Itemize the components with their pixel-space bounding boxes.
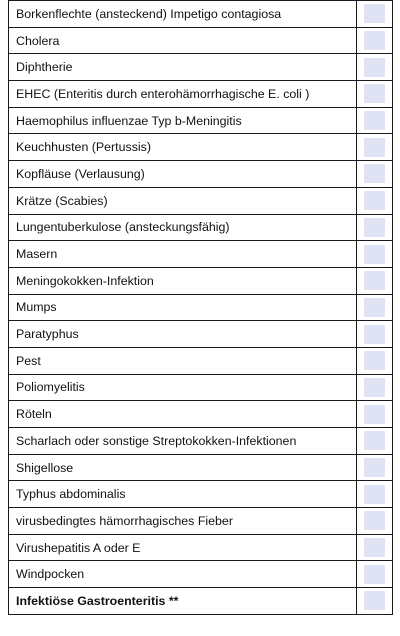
table-row [9, 267, 393, 294]
row-label: Krätze (Scabies) [9, 187, 357, 214]
table-row [9, 214, 393, 241]
row-label: Diphtherie [9, 54, 357, 81]
checkbox[interactable] [364, 164, 385, 183]
checkbox-cell [357, 428, 393, 455]
checkbox[interactable] [364, 84, 385, 103]
checkbox[interactable] [364, 58, 385, 77]
row-label: Röteln [9, 401, 357, 428]
checkbox-cell [357, 481, 393, 508]
table-row [9, 161, 393, 188]
table-row [9, 107, 393, 134]
checkbox-cell [357, 374, 393, 401]
table-row [9, 481, 393, 508]
checkbox[interactable] [364, 325, 385, 344]
table-row [9, 561, 393, 588]
row-label: Cholera [9, 27, 357, 54]
table-row [9, 241, 393, 268]
checkbox-cell [357, 54, 393, 81]
checkbox[interactable] [364, 405, 385, 424]
row-label: Windpocken [9, 561, 357, 588]
row-label: virusbedingtes hämorrhagisches Fieber [9, 508, 357, 535]
row-label: Kopfläuse (Verlausung) [9, 161, 357, 188]
checkbox-cell [357, 187, 393, 214]
row-label: Infektiöse Gastroenteritis ** [9, 588, 357, 615]
row-label: Masern [9, 241, 357, 268]
table-row [9, 428, 393, 455]
table-row [9, 508, 393, 535]
table-row [9, 294, 393, 321]
row-label: Pest [9, 347, 357, 374]
checkbox-cell [357, 508, 393, 535]
checkbox[interactable] [364, 431, 385, 450]
table-row [9, 27, 393, 54]
checkbox[interactable] [364, 511, 385, 530]
checkbox-cell [357, 321, 393, 348]
checkbox[interactable] [364, 191, 385, 210]
table-row [9, 1, 393, 28]
checkbox[interactable] [364, 111, 385, 130]
table-row [9, 187, 393, 214]
checkbox[interactable] [364, 351, 385, 370]
row-label: EHEC (Enteritis durch enterohämorrhagische E. coli ) [9, 81, 357, 108]
checkbox[interactable] [364, 565, 385, 584]
checkbox[interactable] [364, 218, 385, 237]
checkbox[interactable] [364, 538, 385, 557]
row-label: Borkenflechte (ansteckend) Impetigo contagiosa [9, 1, 357, 28]
row-label: Haemophilus influenzae Typ b-Meningitis [9, 107, 357, 134]
checkbox-cell [357, 534, 393, 561]
row-label: Scharlach oder sonstige Streptokokken-Infektionen [9, 428, 357, 455]
checkbox-cell [357, 294, 393, 321]
checkbox-cell [357, 214, 393, 241]
table-row [9, 54, 393, 81]
checkbox-cell [357, 561, 393, 588]
table-row [9, 401, 393, 428]
table-row [9, 134, 393, 161]
row-label: Typhus abdominalis [9, 481, 357, 508]
row-label: Shigellose [9, 454, 357, 481]
checkbox-cell [357, 81, 393, 108]
table-row [9, 374, 393, 401]
checkbox-cell [357, 241, 393, 268]
checkbox-cell [357, 1, 393, 28]
checkbox[interactable] [364, 591, 385, 610]
row-label: Poliomyelitis [9, 374, 357, 401]
row-label: Mumps [9, 294, 357, 321]
checkbox[interactable] [364, 138, 385, 157]
row-label: Keuchhusten (Pertussis) [9, 134, 357, 161]
table-row [9, 534, 393, 561]
table-row [9, 321, 393, 348]
checkbox-cell [357, 134, 393, 161]
table-row [9, 588, 393, 615]
checkbox-cell [357, 161, 393, 188]
checkbox-cell [357, 347, 393, 374]
checkbox[interactable] [364, 378, 385, 397]
checkbox-cell [357, 401, 393, 428]
checkbox-cell [357, 107, 393, 134]
checkbox-cell [357, 267, 393, 294]
checkbox[interactable] [364, 271, 385, 290]
checkbox-cell [357, 27, 393, 54]
checkbox-cell [357, 588, 393, 615]
row-label: Virushepatitis A oder E [9, 534, 357, 561]
checkbox[interactable] [364, 298, 385, 317]
checkbox[interactable] [364, 4, 385, 23]
row-label: Meningokokken-Infektion [9, 267, 357, 294]
table-row [9, 454, 393, 481]
checkbox[interactable] [364, 245, 385, 264]
row-label: Paratyphus [9, 321, 357, 348]
checkbox[interactable] [364, 31, 385, 50]
row-label: Lungentuberkulose (ansteckungsfähig) [9, 214, 357, 241]
checkbox-cell [357, 454, 393, 481]
disease-checklist-table [8, 0, 393, 615]
checkbox[interactable] [364, 485, 385, 504]
table-row [9, 81, 393, 108]
checkbox[interactable] [364, 458, 385, 477]
table-row [9, 347, 393, 374]
